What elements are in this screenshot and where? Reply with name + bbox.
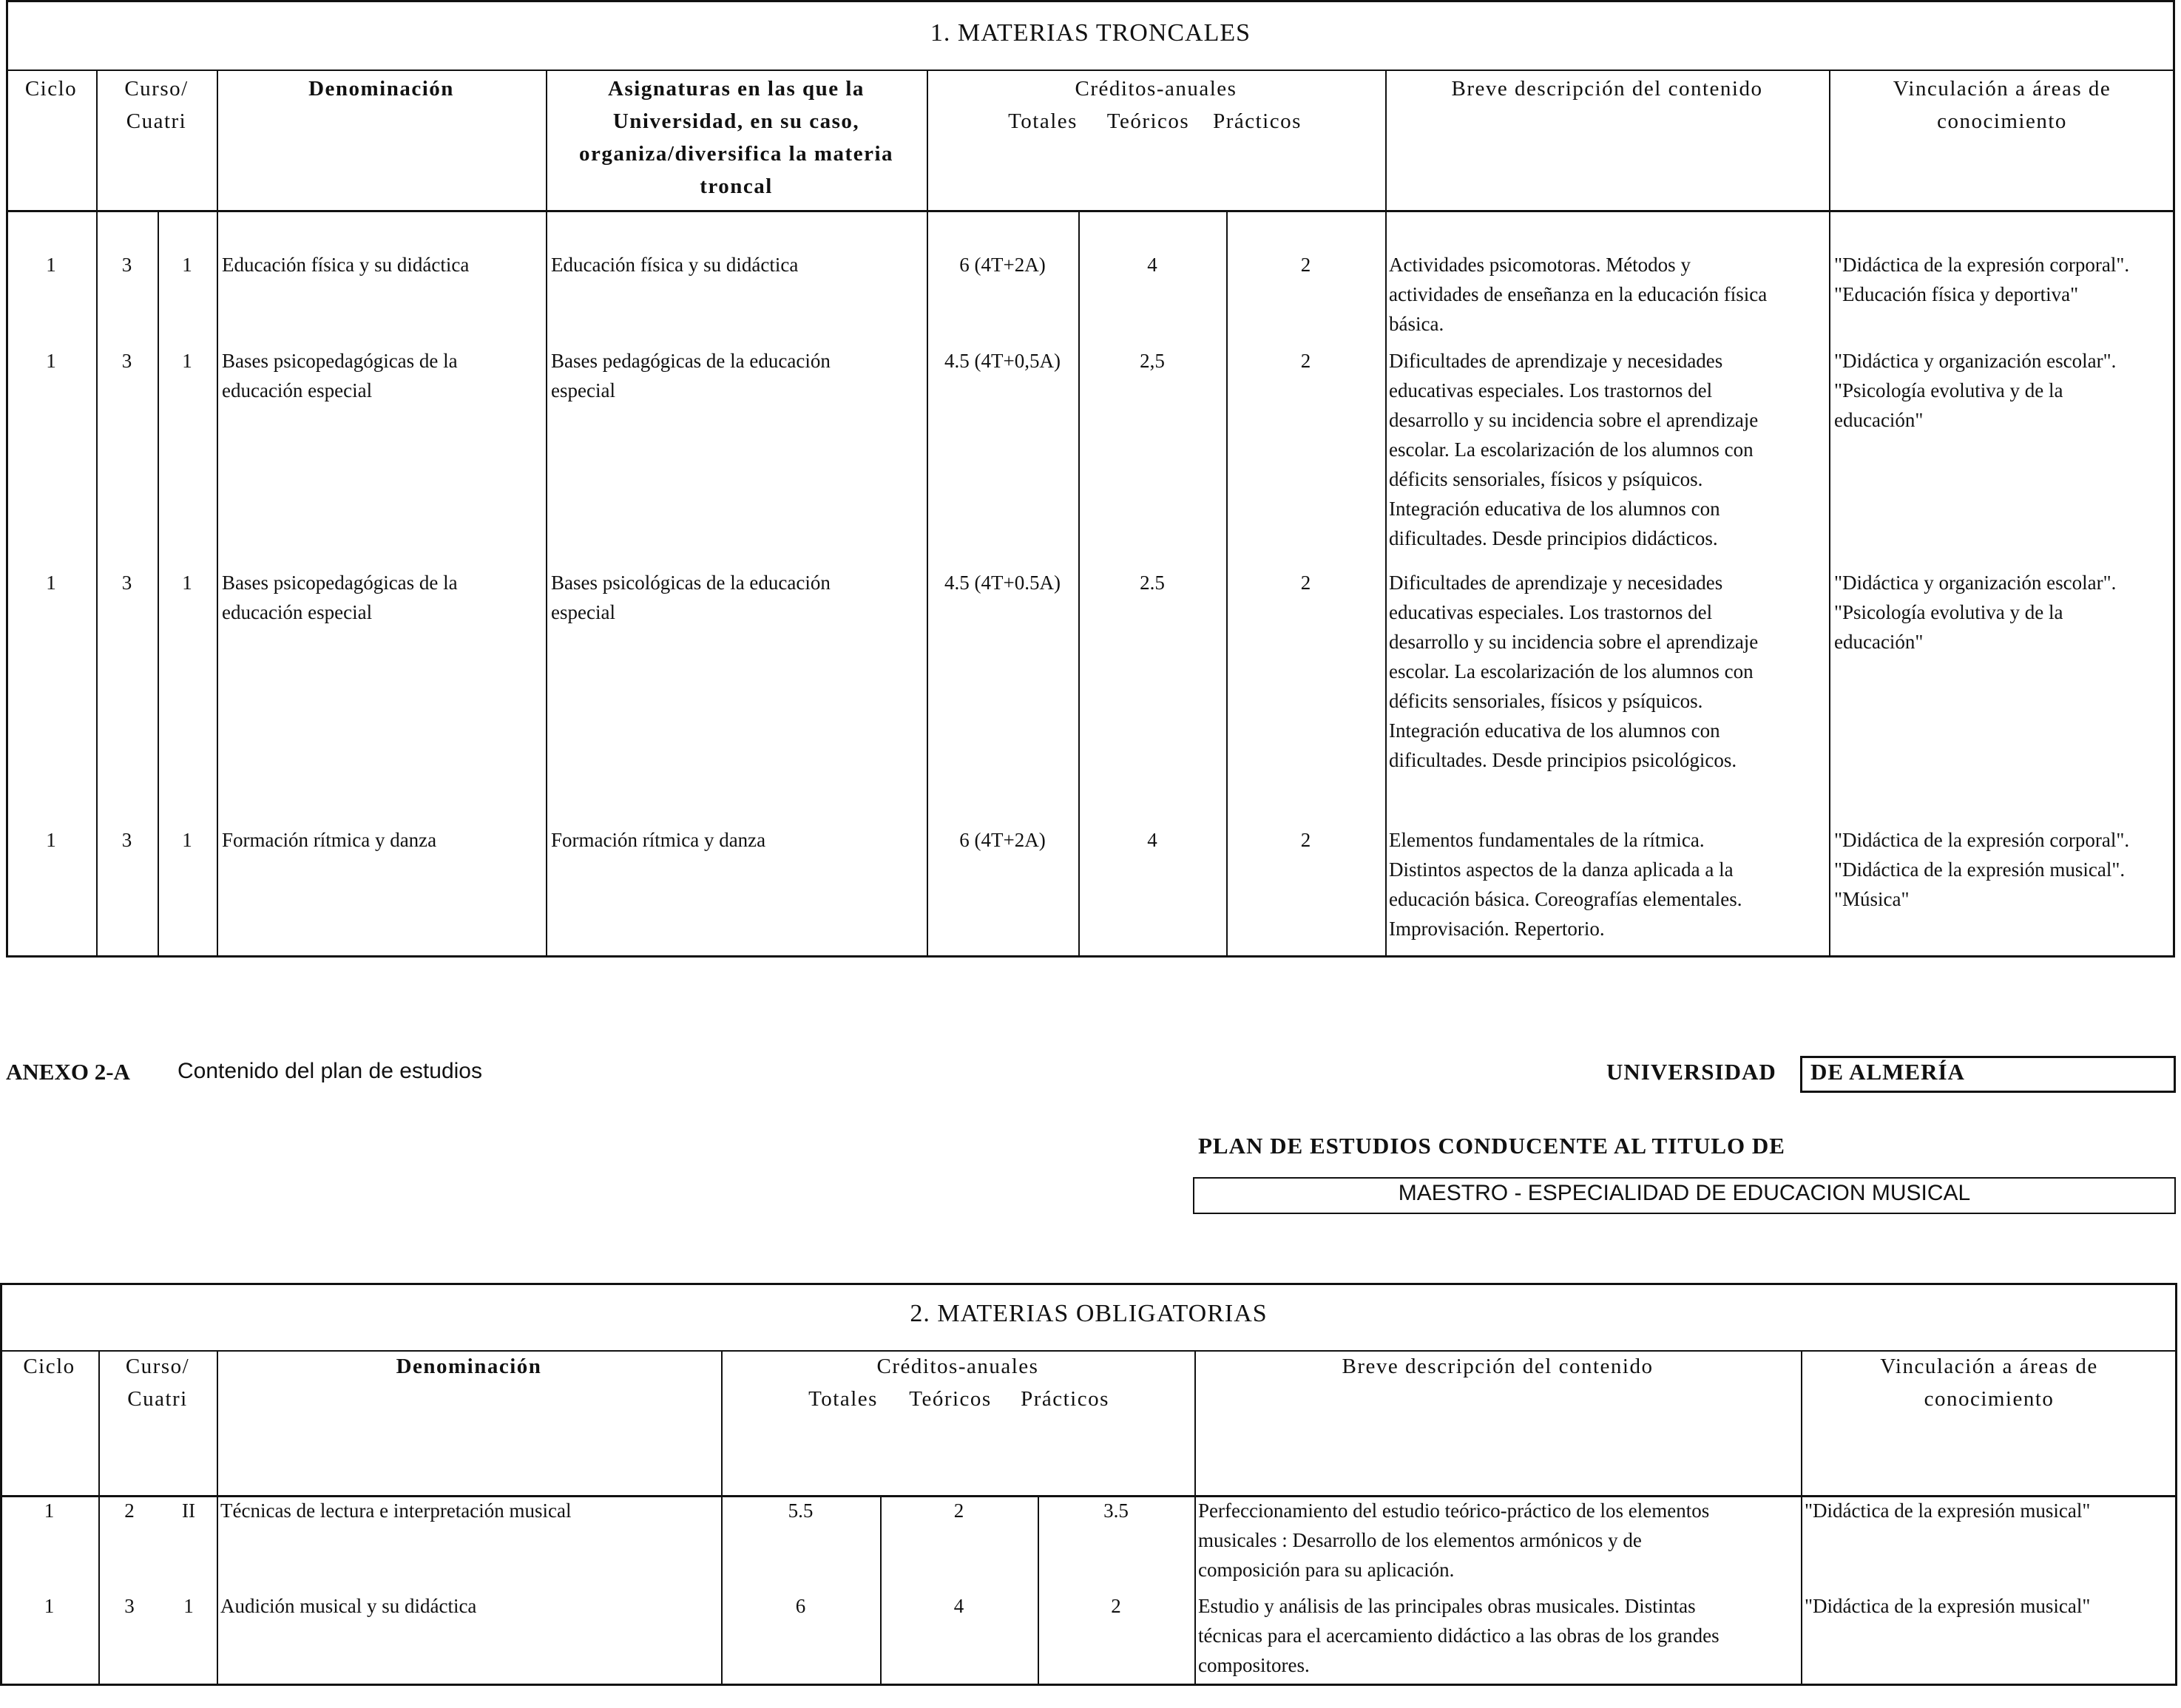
header-divider: [6, 210, 2175, 212]
hdr-practicos: Prácticos: [1213, 109, 1302, 133]
cell-ciclo: 1: [44, 1595, 55, 1617]
desc-line: Perfeccionamiento del estudio teórico-práctico de los elementos: [1198, 1499, 1710, 1522]
cell-cuatri: 1: [182, 350, 192, 372]
hdr-breve: Breve descripción del contenido: [1451, 77, 1763, 101]
plan-label: PLAN DE ESTUDIOS CONDUCENTE AL TITULO DE: [1198, 1133, 1785, 1159]
hdr-vinc-1: Vinculación a áreas de: [1893, 77, 2111, 101]
desc-line: Elementos fundamentales de la rítmica.: [1389, 829, 1705, 851]
cell-totales: 6: [795, 1595, 806, 1617]
hdr-cuatri: Cuatri: [127, 1387, 188, 1411]
cell-ciclo: 1: [46, 829, 56, 851]
desc-line: escolar. La escolarización de los alumnos con: [1389, 660, 1754, 682]
vinc-line: "Didáctica y organización escolar".: [1834, 572, 2117, 594]
desc-line: déficits sensoriales, físicos y psíquicos.: [1389, 468, 1703, 490]
vinc-line: "Educación física y deportiva": [1834, 283, 2079, 305]
cell-descripcion: [1389, 825, 1827, 943]
hdr-totales: Totales: [1008, 109, 1078, 133]
vinc-line: "Didáctica de la expresión corporal".: [1834, 254, 2130, 276]
cell-totales: 6 (4T+2A): [959, 829, 1046, 851]
annex-label: ANEXO 2-A: [6, 1059, 130, 1085]
cell-practicos: 3.5: [1103, 1499, 1129, 1522]
hdr-teoricos: Teóricos: [1106, 109, 1190, 133]
desc-line: educativas especiales. Los trastornos del: [1389, 601, 1713, 623]
cell-teoricos: 2,5: [1140, 350, 1165, 372]
desc-line: Integración educativa de los alumnos con: [1389, 719, 1720, 742]
desc-line: Distintos aspectos de la danza aplicada a la: [1389, 858, 1734, 881]
desc-line: educativas especiales. Los trastornos del: [1389, 379, 1713, 401]
hdr-cuatri: Cuatri: [126, 109, 187, 133]
cell-curso: 3: [121, 572, 132, 594]
desc-line: Actividades psicomotoras. Métodos y: [1389, 254, 1691, 276]
desc-line: actividades de enseñanza en la educación física: [1389, 283, 1768, 305]
cell-teoricos: 2: [953, 1499, 964, 1522]
cell-descripcion: [1389, 568, 1827, 775]
col-line: [1385, 70, 1387, 958]
cell-descripcion: [1389, 250, 1827, 339]
cell-ciclo: 1: [46, 254, 56, 276]
cell-asignatura: Formación rítmica y danza: [551, 829, 766, 851]
desc-line: educación básica. Coreografías elementales.: [1389, 888, 1742, 910]
desc-line: básica.: [1389, 313, 1444, 335]
asig-line: Bases pedagógicas de la educación: [551, 350, 831, 372]
vinc-line: "Didáctica de la expresión musical".: [1834, 858, 2126, 881]
cell-vinculacion: [1834, 825, 2173, 914]
den-line: educación especial: [222, 601, 373, 623]
den-line: Bases psicopedagógicas de la: [222, 572, 458, 594]
hdr-vinc-1: Vinculación a áreas de: [1880, 1355, 2098, 1378]
hdr-vinc-2: conocimiento: [1924, 1387, 2055, 1411]
cell-vinculacion: "Didáctica de la expresión musical": [1805, 1499, 2091, 1522]
hdr-teoricos: Teóricos: [909, 1387, 992, 1411]
cell-cuatri: 1: [182, 254, 192, 276]
title-divider: [6, 70, 2175, 71]
hdr-ciclo: Ciclo: [23, 1355, 75, 1378]
cell-teoricos: 2.5: [1140, 572, 1165, 594]
cell-practicos: 2: [1300, 350, 1311, 372]
desc-line: Estudio y análisis de las principales obras musicales. Distintas: [1198, 1595, 1696, 1617]
hdr-asig-3: organiza/diversifica la materia: [578, 142, 893, 166]
cell-descripcion: [1198, 1496, 1799, 1585]
cell-curso: 3: [121, 350, 132, 372]
cell-ciclo: 1: [46, 572, 56, 594]
cell-denominacion: Técnicas de lectura e interpretación musical: [220, 1499, 572, 1522]
cell-cuatri: II: [182, 1499, 195, 1522]
den-line: educación especial: [222, 379, 373, 401]
section2-title: 2. MATERIAS OBLIGATORIAS: [910, 1300, 1268, 1327]
cell-teoricos: 4: [953, 1595, 964, 1617]
col-line: [546, 70, 547, 958]
section1-title: 1. MATERIAS TRONCALES: [930, 19, 1251, 47]
cell-ciclo: 1: [44, 1499, 55, 1522]
cell-practicos: 2: [1300, 254, 1311, 276]
titulo-value: MAESTRO - ESPECIALIDAD DE EDUCACION MUSICAL: [1398, 1181, 1971, 1205]
hdr-totales: Totales: [808, 1387, 878, 1411]
universidad-label: UNIVERSIDAD: [1606, 1059, 1776, 1085]
cell-ciclo: 1: [46, 350, 56, 372]
cell-curso: 2: [124, 1499, 135, 1522]
col-line: [217, 70, 218, 958]
cell-practicos: 2: [1300, 829, 1311, 851]
vinc-line: "Didáctica y organización escolar".: [1834, 350, 2117, 372]
cell-asignatura: [551, 346, 924, 405]
col-line: [927, 70, 928, 958]
desc-line: desarrollo y su incidencia sobre el aprendizaje: [1389, 631, 1759, 653]
asig-line: especial: [551, 379, 615, 401]
desc-line: Dificultades de aprendizaje y necesidades: [1389, 572, 1723, 594]
cell-vinculacion: [1834, 568, 2173, 657]
cell-vinculacion: [1834, 346, 2173, 435]
cell-denominacion: Audición musical y su didáctica: [220, 1595, 477, 1617]
cell-curso: 3: [121, 254, 132, 276]
cell-totales: 5.5: [788, 1499, 814, 1522]
vinc-line: "Psicología evolutiva y de la: [1834, 379, 2063, 401]
cell-denominacion: Educación física y su didáctica: [222, 254, 470, 276]
hdr-asig-2: Universidad, en su caso,: [612, 109, 860, 133]
universidad-value: DE ALMERÍA: [1810, 1059, 1965, 1085]
desc-line: compositores.: [1198, 1654, 1310, 1676]
hdr-asig-1: Asignaturas en las que la: [608, 77, 865, 101]
hdr-breve: Breve descripción del contenido: [1342, 1355, 1654, 1378]
vinc-line: educación": [1834, 631, 1924, 653]
cell-denominacion: [222, 568, 544, 627]
cell-curso: 3: [121, 829, 132, 851]
hdr-curso: Curso/: [125, 1355, 190, 1378]
desc-line: Integración educativa de los alumnos con: [1389, 498, 1720, 520]
hdr-asig-4: troncal: [700, 174, 773, 198]
cell-teoricos: 4: [1147, 829, 1157, 851]
hdr-ciclo: Ciclo: [24, 77, 78, 101]
desc-line: déficits sensoriales, físicos y psíquicos.: [1389, 690, 1703, 712]
desc-line: desarrollo y su incidencia sobre el aprendizaje: [1389, 409, 1759, 431]
cell-denominacion: [222, 346, 544, 405]
cell-vinculacion: [1834, 250, 2173, 309]
hdr-denominacion: Denominación: [308, 77, 454, 101]
den-line: Bases psicopedagógicas de la: [222, 350, 458, 372]
cell-cuatri: 1: [182, 829, 192, 851]
cell-asignatura: [551, 568, 924, 627]
vinc-line: "Psicología evolutiva y de la: [1834, 601, 2063, 623]
hdr-curso: Curso/: [124, 77, 189, 101]
desc-line: dificultades. Desde principios didácticos.: [1389, 527, 1718, 549]
cell-descripcion: [1198, 1591, 1799, 1680]
desc-line: escolar. La escolarización de los alumnos con: [1389, 438, 1754, 461]
cell-asignatura: Educación física y su didáctica: [551, 254, 799, 276]
cell-totales: 4.5 (4T+0,5A): [944, 350, 1061, 372]
vinc-line: educación": [1834, 409, 1924, 431]
cell-practicos: 2: [1111, 1595, 1121, 1617]
asig-line: especial: [551, 601, 615, 623]
cell-descripcion: [1389, 346, 1827, 553]
cell-teoricos: 4: [1147, 254, 1157, 276]
annex-subtitle: Contenido del plan de estudios: [177, 1059, 482, 1083]
cell-totales: 6 (4T+2A): [959, 254, 1046, 276]
desc-line: dificultades. Desde principios psicológicos.: [1389, 749, 1737, 771]
desc-line: Dificultades de aprendizaje y necesidades: [1389, 350, 1723, 372]
cell-curso: 3: [124, 1595, 135, 1617]
desc-line: técnicas para el acercamiento didáctico a las obras de los grandes: [1198, 1624, 1720, 1647]
troncales-border: [6, 0, 2175, 958]
desc-line: composición para su aplicación.: [1198, 1559, 1455, 1581]
vinc-line: "Didáctica de la expresión corporal".: [1834, 829, 2130, 851]
desc-line: Improvisación. Repertorio.: [1389, 918, 1605, 940]
col-line: [96, 70, 98, 958]
col-line: [1194, 1350, 1196, 1686]
vinc-line: "Música": [1834, 888, 1910, 910]
col-line: [1829, 70, 1830, 958]
hdr-creditos: Créditos-anuales: [1075, 77, 1237, 101]
obligatorias-border: [0, 1283, 2177, 1686]
hdr-practicos: Prácticos: [1021, 1387, 1109, 1411]
cell-denominacion: Formación rítmica y danza: [222, 829, 437, 851]
asig-line: Bases psicológicas de la educación: [551, 572, 831, 594]
cell-vinculacion: "Didáctica de la expresión musical": [1805, 1595, 2091, 1617]
cell-totales: 4.5 (4T+0.5A): [944, 572, 1061, 594]
cell-practicos: 2: [1300, 572, 1311, 594]
col-line: [217, 1350, 218, 1686]
desc-line: musicales : Desarrollo de los elementos armónicos y de: [1198, 1529, 1642, 1551]
hdr-denominacion: Denominación: [396, 1355, 542, 1378]
cell-cuatri: 1: [182, 572, 192, 594]
hdr-vinc-2: conocimiento: [1937, 109, 2067, 133]
cell-cuatri: 1: [183, 1595, 194, 1617]
hdr-creditos: Créditos-anuales: [876, 1355, 1039, 1378]
